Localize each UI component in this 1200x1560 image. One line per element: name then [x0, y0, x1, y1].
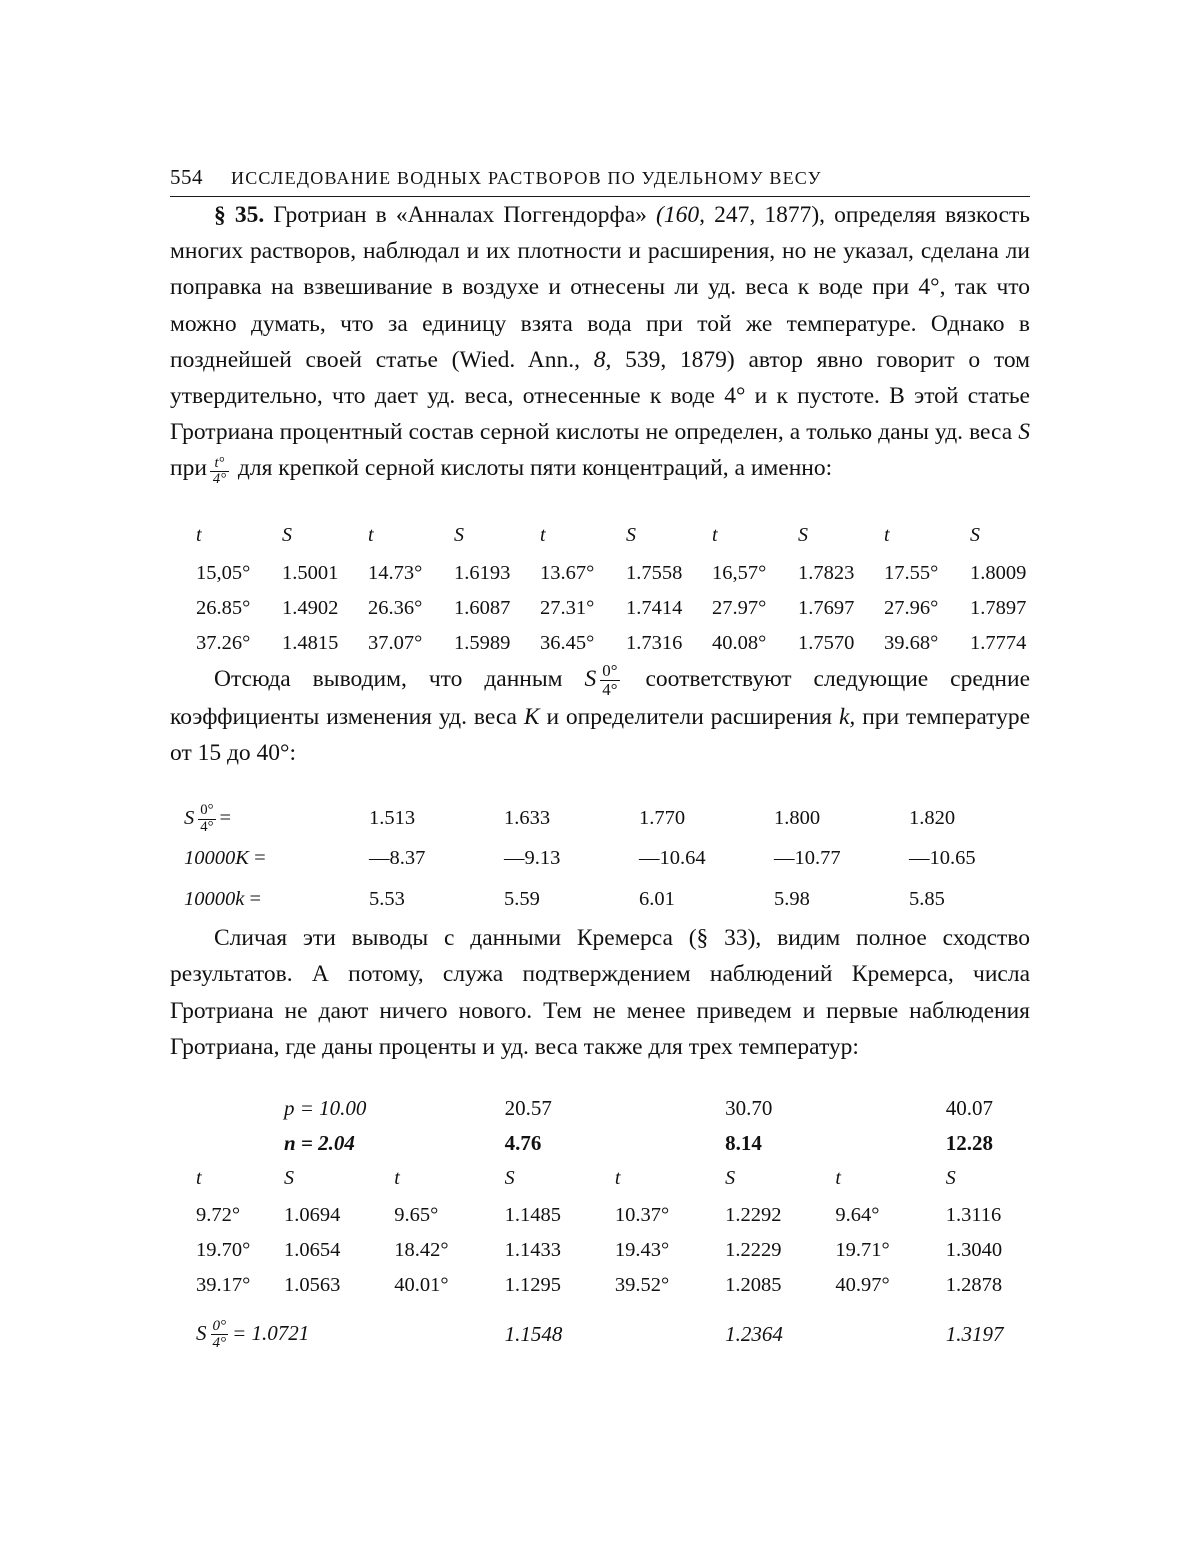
symbol-k: k,: [839, 704, 856, 731]
symbol-K: K: [523, 704, 540, 731]
col-header-t4: t: [712, 523, 718, 546]
cell: 5.85: [909, 888, 945, 911]
table-row: [196, 1268, 1056, 1303]
cell: 1.7558: [626, 561, 683, 584]
cell: 37.07°: [368, 632, 423, 655]
equals-sign: =: [254, 847, 266, 870]
fraction-t-over-4: [210, 456, 229, 488]
section-number: § 35.: [214, 202, 265, 228]
cell: 1.2292: [725, 1204, 782, 1227]
col-header-s4: S: [945, 1166, 956, 1189]
cell: 1.1433: [504, 1239, 561, 1262]
cell: 1.820: [909, 806, 956, 829]
cell: 1.3040: [945, 1239, 1003, 1262]
table-row-summary: [196, 1304, 1056, 1354]
symbol-S-3: S: [184, 806, 195, 829]
col-header-t5: t: [884, 523, 890, 546]
fraction-numerator: 0°: [200, 801, 214, 818]
cell: 1.5989: [454, 632, 511, 655]
cell: 17.55°: [884, 561, 939, 584]
cell: 1.1485: [504, 1204, 561, 1227]
table-row-n: [196, 1126, 1056, 1161]
fraction-numerator: 0°: [212, 1317, 227, 1334]
fraction-0-over-4-b: [198, 803, 215, 836]
cell: 5.59: [504, 888, 540, 911]
spacer: [615, 1126, 725, 1161]
cell: 1.800: [774, 806, 821, 829]
table-first-observations-grotrian: [196, 1091, 1056, 1354]
equals-sign: =: [219, 806, 232, 829]
cell: 26.36°: [368, 597, 423, 620]
paragraph-text-1b: 247, 1877), определяя вязкость многих растворов, наблюдал и их плотности и расширения, но не указал, сделана ли поправка на взвешивание в воздухе и отнесены ли уд. веса к воде при 4°, так что можно думать, что за единицу взята вода при той же температуре. Однако в позднейшей своей статье (Wied. Ann.,: [170, 202, 1031, 373]
cell: 5.53: [369, 888, 405, 911]
cell: 1.513: [369, 806, 416, 829]
paragraph-text-2b: соответствуют следующие средние коэффициенты изменения уд. веса: [170, 666, 1031, 731]
cell: 1.5001: [282, 561, 339, 584]
col-header-t3: t: [540, 523, 546, 546]
label-n: [284, 1126, 394, 1161]
page-folio: 554: [170, 165, 203, 189]
cell: 9.65°: [394, 1204, 439, 1227]
fraction-denominator: 4°: [212, 1335, 227, 1352]
paragraph-text-3: Сличая эти выводы с данными Кремерса (§ 33), видим полное сходство результатов. А потому, служа подтверждением наблюдений Кремерса, числа Гротриана не дают ничего нового. Тем не менее приведем и первые наблюдения Гротриана, где даны проценты и уд. веса также для трех температур:: [170, 925, 1030, 1060]
cell: 1.7897: [970, 597, 1027, 620]
cell: 14.73°: [368, 561, 423, 584]
cell: 1.0694: [284, 1204, 341, 1227]
summary-label: [196, 1304, 394, 1354]
table-row: [196, 626, 1056, 661]
label-10000k: 10000k: [184, 888, 245, 911]
col-header-s2: S: [504, 1166, 515, 1189]
table-row: [196, 591, 1056, 626]
cell: 1.2229: [725, 1239, 782, 1262]
spacer: [835, 1126, 945, 1161]
cell: —8.37: [369, 847, 426, 870]
cell: —10.65: [909, 847, 976, 870]
paragraph-text-2a: Отсюда выводим, что данным: [214, 666, 563, 693]
table-row-header: [196, 518, 1056, 556]
col-header-t2: t: [394, 1166, 400, 1189]
cell: 1.3197: [945, 1321, 1004, 1346]
cell: 37.26°: [196, 632, 251, 655]
cell: 1.3116: [945, 1204, 1002, 1227]
table-row-K: [184, 838, 1044, 879]
col-header-t2: t: [368, 523, 374, 546]
col-header-s3: S: [725, 1166, 736, 1189]
cell: 1.7697: [798, 597, 855, 620]
cell: 12.28: [945, 1130, 993, 1155]
summary-equals: = 1.0721: [232, 1320, 310, 1345]
cell: 10.37°: [614, 1204, 670, 1227]
cell: 18.42°: [394, 1239, 449, 1262]
cell: 1.6087: [454, 597, 511, 620]
label-p: [284, 1091, 394, 1126]
cell: 4.76: [504, 1130, 542, 1155]
spacer: [394, 1091, 504, 1126]
col-header-s4: S: [798, 523, 808, 546]
row-label-k: [184, 879, 369, 920]
cell: 15,05°: [196, 561, 251, 584]
reference-volume: (160,: [656, 202, 705, 228]
fraction-numerator: 0°: [602, 660, 618, 680]
table-row-S: [184, 798, 1044, 839]
paragraph-section-35: [170, 197, 1030, 488]
cell: 1.4902: [282, 597, 339, 620]
spacer: [196, 1091, 284, 1126]
cell: 30.70: [725, 1095, 773, 1120]
cell: 1.0563: [284, 1274, 341, 1297]
running-title: ИССЛЕДОВАНИЕ ВОДНЫХ РАСТВОРОВ ПО УДЕЛЬНОМУ ВЕСУ: [231, 168, 822, 188]
col-header-s5: S: [970, 523, 980, 546]
cell: 1.8009: [970, 561, 1027, 584]
cell: 40.08°: [712, 632, 767, 655]
cell: 19.71°: [835, 1239, 890, 1262]
spacer: [835, 1091, 945, 1126]
cell: 8.14: [725, 1130, 762, 1155]
col-header-s3: S: [626, 523, 636, 546]
row-label-S: [184, 798, 369, 839]
cell: 36.45°: [540, 632, 595, 655]
col-header-t4: t: [835, 1166, 841, 1189]
cell: —10.77: [774, 847, 841, 870]
cell: 27.96°: [884, 597, 939, 620]
fraction-denominator: 4°: [210, 471, 229, 487]
table-row-p: [196, 1091, 1056, 1126]
cell: 5.98: [774, 888, 810, 911]
fraction-0-over-4: [600, 662, 619, 700]
fraction-denominator: 4°: [602, 679, 618, 699]
spacer: [615, 1091, 725, 1126]
table-row: [196, 1198, 1056, 1233]
table-specific-gravity-five-concentrations: [196, 518, 1056, 662]
cell: 1.6193: [454, 561, 511, 584]
paragraph-text-1c: 539, 1879) автор явно говорит о том утвердительно, что дает уд. веса, отнесенные к воде 4° и к пустоте. В этой статье Гротриана процентный состав серной кислоты не определен, а только даны уд. веса: [170, 346, 1030, 446]
paragraph-text-2c: и определители расширения: [546, 704, 833, 731]
col-header-s1: S: [284, 1166, 294, 1189]
paragraph-text-2d: при температуре от 15 до 40°:: [170, 704, 1031, 767]
spacer: [394, 1304, 504, 1354]
cell: 1.1548: [504, 1321, 563, 1346]
equals-sign: =: [249, 888, 262, 911]
cell: 1.7823: [798, 561, 855, 584]
cell: 39.68°: [884, 632, 939, 655]
cell: 9.72°: [196, 1204, 241, 1227]
fraction-denominator: 4°: [200, 818, 214, 835]
fraction-0-over-4-c: [211, 1318, 229, 1352]
cell: 39.52°: [614, 1274, 670, 1297]
cell: 1.7316: [626, 632, 683, 655]
symbol-S-2: S: [584, 666, 597, 693]
cell: 6.01: [639, 888, 675, 911]
running-head: [170, 165, 1030, 190]
table-coefficients: [184, 798, 1044, 921]
fraction-numerator: t°: [214, 455, 225, 472]
cell: 40.97°: [835, 1274, 890, 1297]
label-10000K: 10000K: [184, 847, 249, 870]
cell: 40.01°: [394, 1274, 449, 1297]
row-label-K: [184, 838, 369, 879]
cell: 1.2364: [725, 1321, 783, 1346]
col-header-s2: S: [454, 523, 464, 546]
spacer: [615, 1304, 725, 1354]
p-label-text: p = 10.00: [284, 1095, 367, 1120]
cell: 27.97°: [712, 597, 767, 620]
cell: 19.43°: [614, 1239, 670, 1262]
cell: 1.2878: [945, 1274, 1003, 1297]
paragraph-text-1d: при: [170, 455, 207, 482]
cell: —10.64: [639, 847, 706, 870]
reference-volume-2: 8,: [593, 346, 612, 373]
col-header-s1: S: [282, 523, 292, 546]
n-label-text: n = 2.04: [284, 1130, 355, 1155]
cell: 9.64°: [835, 1204, 880, 1227]
table-row: [196, 556, 1056, 591]
col-header-t1: t: [196, 1166, 202, 1189]
paragraph-text-1e: для крепкой серной кислоты пяти концентраций, а именно:: [237, 455, 833, 482]
cell: 27.31°: [540, 597, 595, 620]
cell: 26.85°: [196, 597, 251, 620]
cell: 1.7414: [626, 597, 683, 620]
cell: 1.4815: [282, 632, 339, 655]
cell: 40.07: [945, 1095, 993, 1120]
paragraph-comparison-kremers: [170, 920, 1030, 1065]
cell: 20.57: [504, 1095, 552, 1120]
paragraph-coefficients-intro: [170, 661, 1030, 771]
cell: 19.70°: [196, 1239, 251, 1262]
cell: 1.7570: [798, 632, 855, 655]
spacer: [835, 1304, 945, 1354]
col-header-t3: t: [614, 1166, 621, 1189]
table-row-header: [196, 1161, 1056, 1198]
table-row: [196, 1233, 1056, 1268]
cell: 16,57°: [712, 561, 767, 584]
symbol-S-1: S: [1018, 419, 1031, 446]
spacer: [196, 1126, 284, 1161]
cell: 1.770: [639, 806, 686, 829]
spacer: [394, 1126, 504, 1161]
table-row-k: [184, 879, 1044, 920]
cell: 1.633: [504, 806, 551, 829]
cell: 1.2085: [725, 1274, 782, 1297]
page-content: [170, 165, 1030, 1354]
cell: 1.0654: [284, 1239, 341, 1262]
cell: —9.13: [504, 847, 561, 870]
paragraph-text-1a: Гротриан в «Анналах Поггендорфа»: [273, 202, 647, 228]
col-header-t1: t: [196, 523, 202, 546]
cell: 1.1295: [504, 1274, 561, 1297]
symbol-S-4: S: [196, 1320, 207, 1345]
cell: 1.7774: [970, 632, 1027, 655]
cell: 13.67°: [540, 561, 595, 584]
cell: 39.17°: [196, 1274, 251, 1297]
